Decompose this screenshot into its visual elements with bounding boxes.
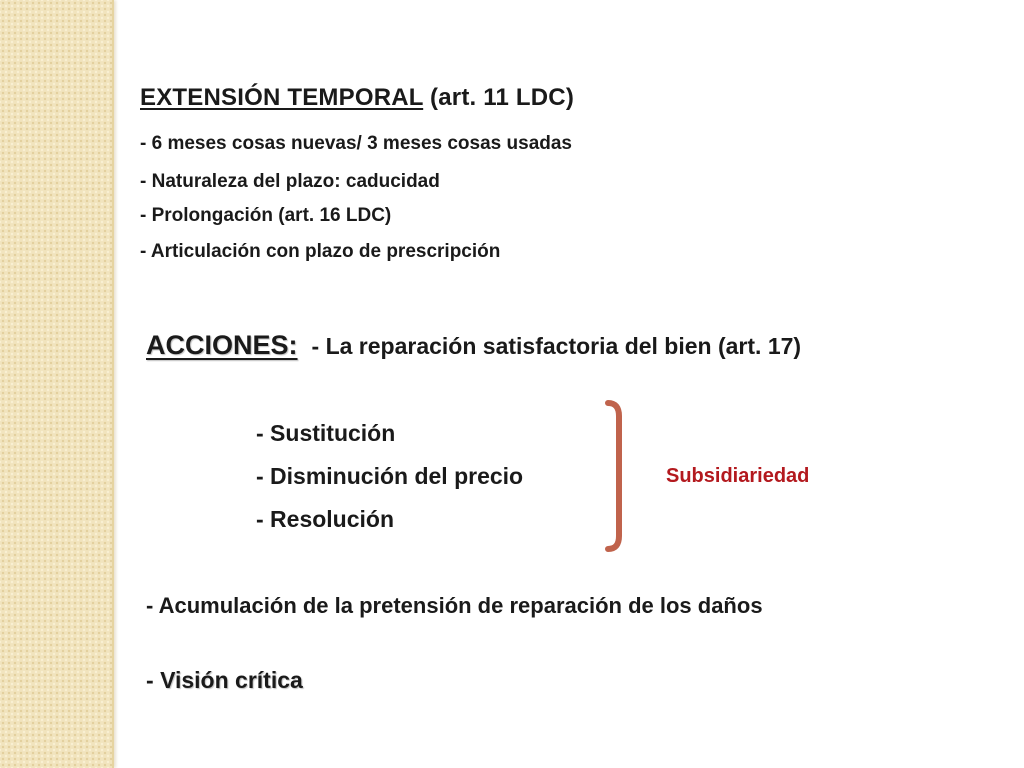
accion-option: - Sustitución xyxy=(256,420,396,446)
vision-critica-line xyxy=(146,667,303,694)
acciones-line xyxy=(146,330,801,361)
vision-critica-label: Visión crítica xyxy=(160,667,303,693)
temporal-item: - Naturaleza del plazo: caducidad xyxy=(140,171,440,192)
subsidiariedad-note: Subsidiariedad xyxy=(666,465,810,487)
right-bracket-icon xyxy=(604,400,628,552)
acumulacion-line: - Acumulación de la pretensión de reparación de los daños xyxy=(146,593,763,618)
acciones-first-option: - La reparación satisfactoria del bien (art. 17) xyxy=(311,333,802,359)
section-title-ref: (art. 11 LDC) xyxy=(423,84,575,111)
accion-option: - Resolución xyxy=(256,506,395,532)
temporal-item: - Articulación con plazo de prescripción xyxy=(140,241,501,262)
temporal-item: - 6 meses cosas nuevas/ 3 meses cosas usadas xyxy=(140,133,572,154)
vision-dash: - xyxy=(146,667,161,693)
temporal-item: - Prolongación (art. 16 LDC) xyxy=(140,205,392,226)
section-title-main: EXTENSIÓN TEMPORAL xyxy=(140,84,424,111)
acciones-label: ACCIONES: xyxy=(146,330,298,360)
section-title xyxy=(140,84,574,112)
accion-option: - Disminución del precio xyxy=(256,463,524,489)
decorative-side-strip xyxy=(0,0,114,768)
